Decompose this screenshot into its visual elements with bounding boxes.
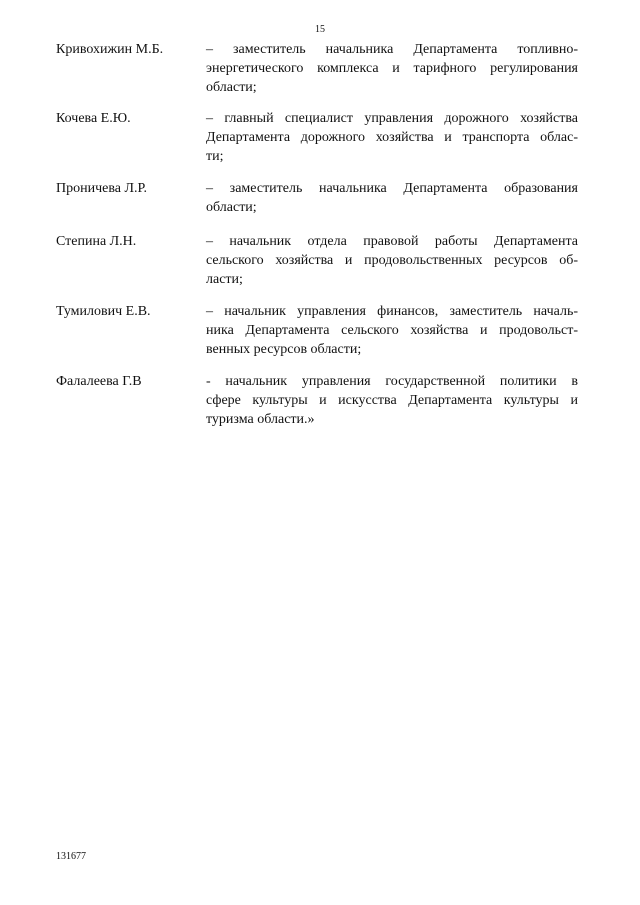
person-name: Тумилович Е.В. bbox=[56, 304, 151, 319]
description-line: области; bbox=[206, 80, 257, 95]
description-line: венных ресурсов области; bbox=[206, 342, 362, 357]
person-name: Проничева Л.Р. bbox=[56, 181, 148, 196]
description-line: – начальник отдела правовой работы Департамента bbox=[206, 234, 578, 249]
person-name: Фалалеева Г.В bbox=[56, 374, 142, 389]
position-description bbox=[206, 40, 578, 97]
description-line: сфере культуры и искусства Департамента культуры и bbox=[206, 393, 578, 408]
description-line: – начальник управления финансов, заместитель началь- bbox=[206, 304, 578, 319]
description-line: - начальник управления государственной политики в bbox=[206, 374, 578, 389]
document-number: 131677 bbox=[56, 851, 86, 862]
page-number: 15 bbox=[315, 24, 325, 35]
description-line: – заместитель начальника Департамента образования bbox=[206, 181, 578, 196]
description-line: ти; bbox=[206, 149, 224, 164]
position-description bbox=[206, 109, 578, 166]
description-line: области; bbox=[206, 200, 257, 215]
position-description bbox=[206, 179, 578, 217]
description-line: энергетического комплекса и тарифного регулирования bbox=[206, 61, 578, 76]
description-line: ласти; bbox=[206, 272, 243, 287]
position-description bbox=[206, 372, 578, 429]
description-line: сельского хозяйства и продовольственных ресурсов об- bbox=[206, 253, 578, 268]
description-line: ника Департамента сельского хозяйства и продовольст- bbox=[206, 323, 578, 338]
position-description bbox=[206, 302, 578, 359]
person-name: Кривохижин М.Б. bbox=[56, 42, 164, 57]
position-description bbox=[206, 232, 578, 289]
description-line: – заместитель начальника Департамента топливно- bbox=[206, 42, 578, 57]
person-name: Кочева Е.Ю. bbox=[56, 111, 131, 126]
person-name: Степина Л.Н. bbox=[56, 234, 137, 249]
description-line: – главный специалист управления дорожного хозяйства bbox=[206, 111, 578, 126]
description-line: Департамента дорожного хозяйства и транспорта облас- bbox=[206, 130, 578, 145]
description-line: туризма области.» bbox=[206, 412, 315, 427]
